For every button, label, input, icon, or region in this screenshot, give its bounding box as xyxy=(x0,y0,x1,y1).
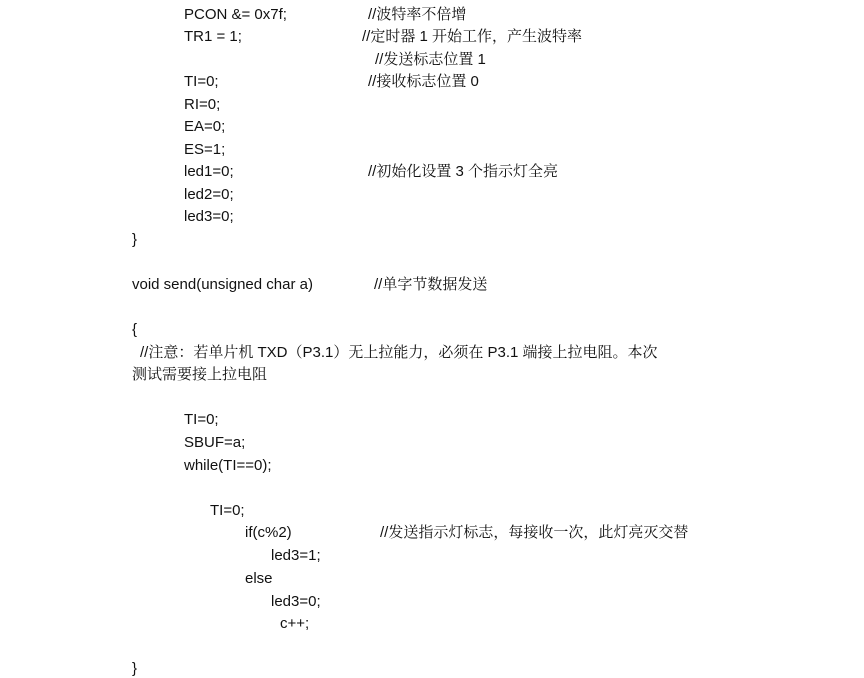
code-line-ti: TI=0; xyxy=(184,73,219,90)
comment-init-leds: //初始化设置 3 个指示灯全亮 xyxy=(368,163,559,180)
code-line-while: while(TI==0); xyxy=(184,457,272,474)
code-line-final-brace: } xyxy=(132,660,138,677)
comment-timer-start: //定时器 1 开始工作，产生波特率 xyxy=(362,28,583,45)
code-line-sbuf: SBUF=a; xyxy=(184,434,246,451)
code-line-es: ES=1; xyxy=(184,141,226,158)
comment-note-pullup-cont: 测试需要接上拉电阻 xyxy=(132,366,268,383)
code-line-led3-off: led3=0; xyxy=(271,593,321,610)
code-line-led2: led2=0; xyxy=(184,186,234,203)
comment-note-pullup: //注意：若单片机 TXD（P3.1）无上拉能力，必须在 P3.1 端接上拉电阻。本次 xyxy=(140,344,658,361)
code-line-ri: RI=0; xyxy=(184,96,221,113)
code-line-ti-reset: TI=0; xyxy=(184,411,219,428)
code-line-open-brace: { xyxy=(132,321,138,338)
code-line-else: else xyxy=(245,570,273,587)
code-line-led3-on: led3=1; xyxy=(271,547,321,564)
code-line-c-increment: c++; xyxy=(280,615,310,632)
code-line-pcon: PCON &= 0x7f; xyxy=(184,6,287,23)
code-line-send-signature: void send(unsigned char a) xyxy=(132,276,313,293)
comment-send-indicator: //发送指示灯标志，每接收一次，此灯亮灭交替 xyxy=(380,524,689,541)
code-line-led3: led3=0; xyxy=(184,208,234,225)
comment-single-byte-send: //单字节数据发送 xyxy=(374,276,488,293)
code-line-led1: led1=0; xyxy=(184,163,234,180)
comment-receive-flag: //接收标志位置 0 xyxy=(368,73,479,90)
comment-send-flag: //发送标志位置 1 xyxy=(375,51,486,68)
code-line-ea: EA=0; xyxy=(184,118,226,135)
comment-baud-no-double: //波特率不倍增 xyxy=(368,6,467,23)
code-line-tr1: TR1 = 1; xyxy=(184,28,242,45)
code-line-close-brace: } xyxy=(132,231,138,248)
code-line-ti-clear: TI=0; xyxy=(210,502,245,519)
code-line-if: if(c%2) xyxy=(245,524,292,541)
